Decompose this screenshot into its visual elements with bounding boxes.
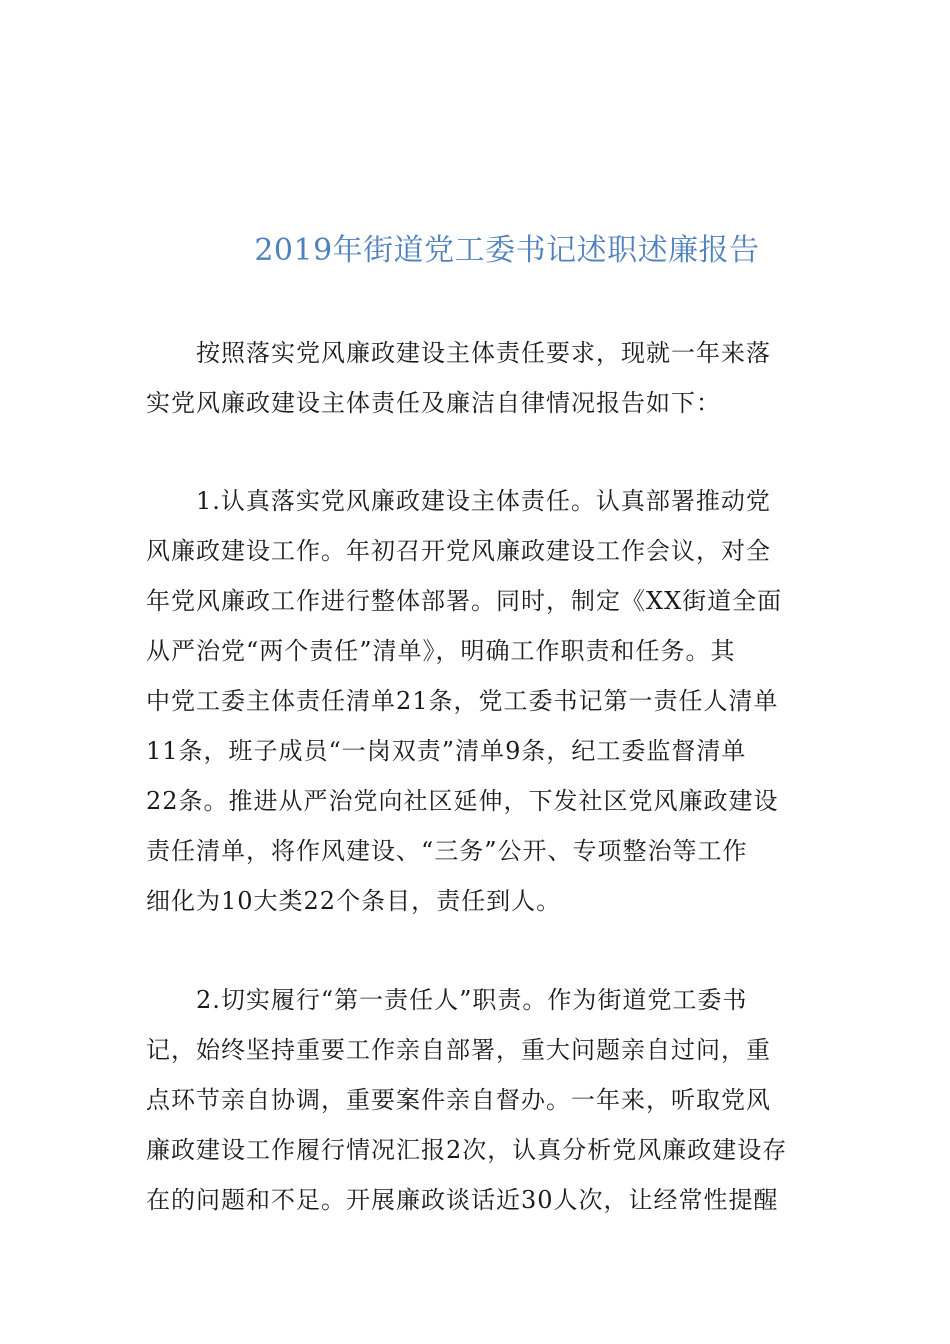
intro-paragraph: [146, 328, 812, 428]
text-line: 点环节亲自协调，重要案件亲自督办。一年来，听取党风: [146, 1086, 771, 1114]
text-line: 从严治党“两个责任”清单》，明确工作职责和任务。其: [146, 637, 736, 665]
text-line: 年党风廉政工作进行整体部署。同时，制定《XX街道全面: [146, 587, 783, 615]
text-line: 责任清单，将作风建设、“三务”公开、专项整治等工作: [146, 837, 748, 865]
text-line: 2.切实履行“第一责任人”职责。作为街道党工委书: [146, 986, 748, 1014]
text-line: 风廉政建设工作。年初召开党风廉政建设工作会议，对全: [146, 537, 771, 565]
section-1-paragraph: [146, 476, 812, 926]
section-2-paragraph: [146, 975, 812, 1225]
text-line: 细化为10大类22个条目，责任到人。: [146, 887, 562, 915]
text-line: 实党风廉政建设主体责任及廉洁自律情况报告如下：: [146, 389, 721, 417]
text-line: 廉政建设工作履行情况汇报2次，认真分析党风廉政建设存: [146, 1136, 788, 1164]
document-title: 2019年街道党工委书记述职述廉报告: [254, 233, 760, 268]
text-line: 1.认真落实党风廉政建设主体责任。认真部署推动党: [146, 487, 771, 515]
text-line: 在的问题和不足。开展廉政谈话近30人次，让经常性提醒: [146, 1186, 779, 1214]
text-line: 11条，班子成员“一岗双责”清单9条，纪工委监督清单: [146, 737, 747, 765]
text-line: 22条。推进从严治党向社区延伸，下发社区党风廉政建设: [146, 787, 779, 815]
text-line: 中党工委主体责任清单21条，党工委书记第一责任人清单: [146, 687, 779, 715]
text-line: 记，始终坚持重要工作亲自部署，重大问题亲自过问，重: [146, 1036, 771, 1064]
text-line: 按照落实党风廉政建设主体责任要求，现就一年来落: [146, 339, 771, 367]
